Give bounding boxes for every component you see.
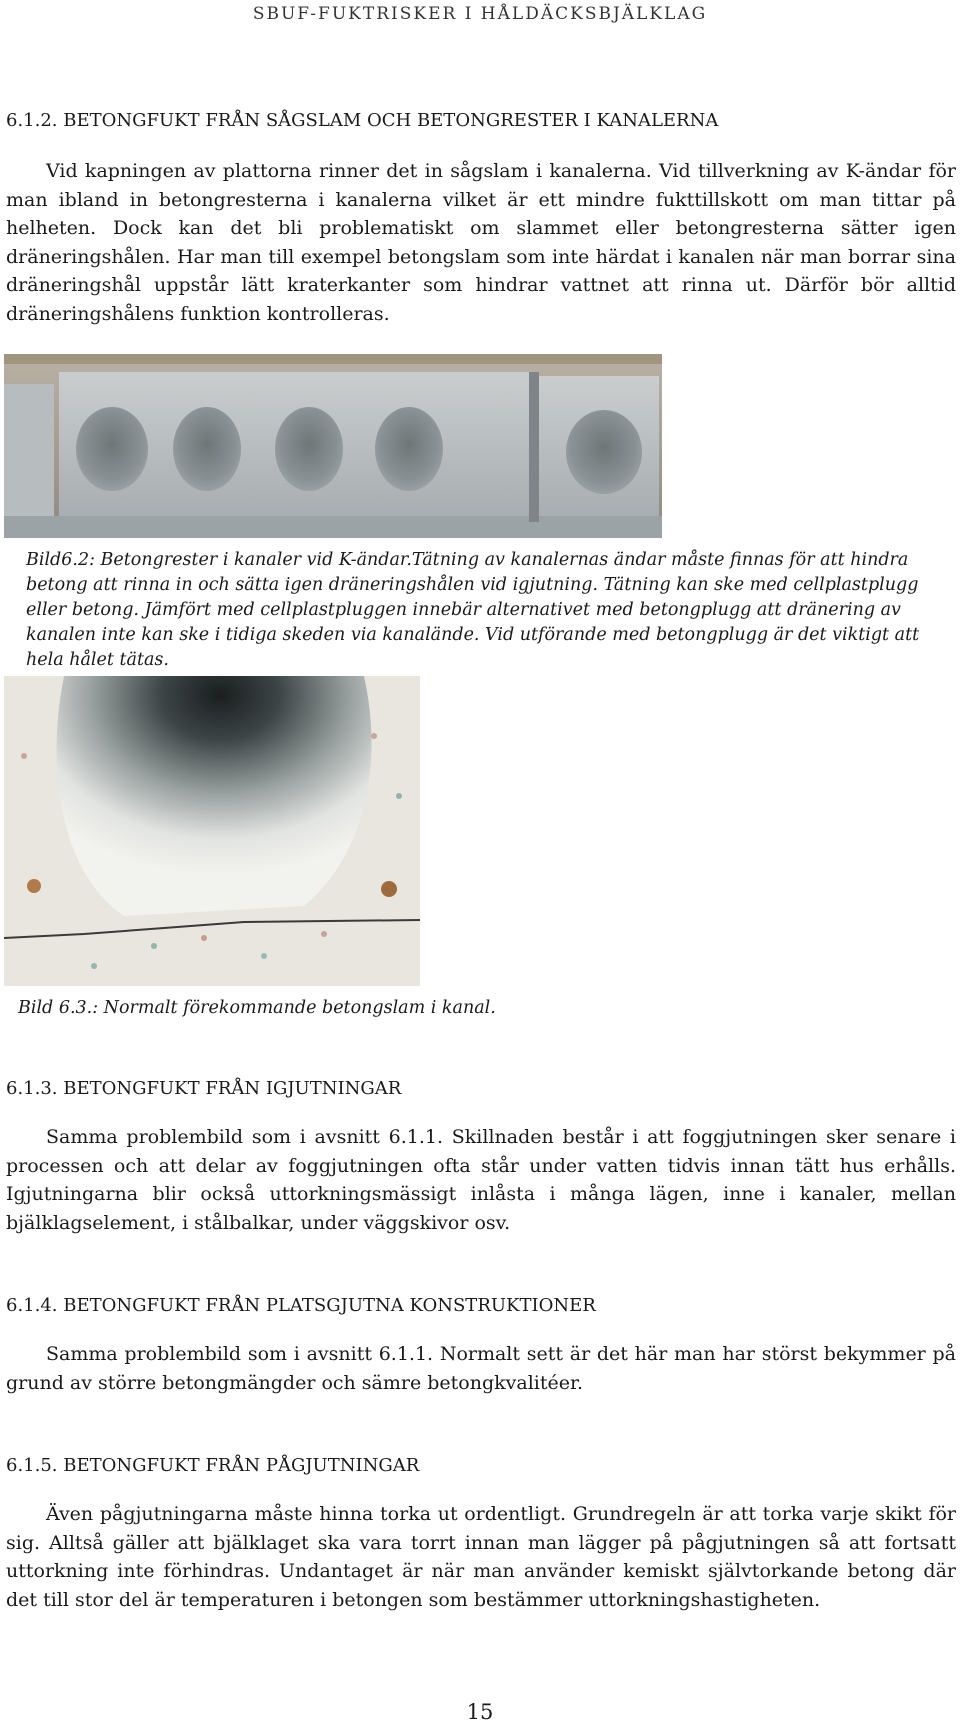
paragraph-text: Samma problembild som i avsnitt 6.1.1. Skillnaden består i att foggjutningen sker senare i processen och att delar av foggjutningen ofta står under vatten tidvis innan tätt hus erhålls. Igjutningarna blir också uttorkningsmässigt inlåsta i många lägen, inne i kanaler, mellan bjälklagselement, i stålbalkar, under väggskivor osv. bbox=[6, 1126, 956, 1234]
figure-caption-6-2: Bild6.2: Betongrester i kanaler vid K-ändar.Tätning av kanalernas ändar måste finnas för att hindra betong att rinna in och sätta igen dräneringshålen vid igjutning. Tätning kan ske med cellplastplugg eller betong. Jämfört med cellplastpluggen innebär alternativet med betongplugg att dränering av kanalen inte kan ske i tidiga skeden via kanalände. Vid utförande med betongplugg är det viktigt att hela hålet tätas. bbox=[26, 550, 920, 670]
paragraph-text: Även pågjutningarna måste hinna torka ut ordentligt. Grundregeln är att torka varje skikt för sig. Alltså gäller att bjälklaget ska vara torrt innan man lägger på pågjutningen så att fortsatt uttorkning inte förhindras. Undantaget är när man använder kemiskt självtorkande betong där det till stor del är temperaturen i betongen som bestämmer uttorkningshastigheten. bbox=[6, 1503, 956, 1611]
figure-channel-slurry-photo bbox=[4, 676, 420, 986]
section-paragraph-6-1-4 bbox=[6, 1340, 956, 1397]
section-paragraph-6-1-2 bbox=[6, 157, 956, 328]
figure-hollow-core-slab-photo bbox=[4, 354, 662, 538]
section-paragraph-6-1-5 bbox=[6, 1500, 956, 1614]
paragraph-text: Vid kapningen av plattorna rinner det in sågslam i kanalerna. Vid tillverkning av K-ändar för man ibland in betongresterna i kanalerna vilket är ett mindre fukttillskott om man tittar på helheten. Dock kan det bli problematiskt om slammet eller betongresterna sätter igen dräneringshålen. Har man till exempel betongslam som inte härdat i kanalen när man borrar sina dräneringshål uppstår lätt kraterkanter som hindrar vattnet att rinna ut. Därför bör alltid dräneringshålens funktion kontrolleras. bbox=[6, 160, 956, 325]
section-heading-6-1-2: 6.1.2. BETONGFUKT FRÅN SÅGSLAM OCH BETONGRESTER I KANALERNA bbox=[6, 110, 719, 131]
paragraph-text: Samma problembild som i avsnitt 6.1.1. Normalt sett är det här man har störst bekymmer på grund av större betongmängder och sämre betongkvalitéer. bbox=[6, 1343, 956, 1394]
running-header: SBUF-FUKTRISKER I HÅLDÄCKSBJÄLKLAG bbox=[252, 4, 708, 24]
page-number: 15 bbox=[466, 1700, 494, 1724]
figure-caption-6-3: Bild 6.3.: Normalt förekommande betongslam i kanal. bbox=[18, 998, 496, 1018]
section-heading-6-1-4: 6.1.4. BETONGFUKT FRÅN PLATSGJUTNA KONSTRUKTIONER bbox=[6, 1295, 596, 1316]
section-paragraph-6-1-3 bbox=[6, 1123, 956, 1237]
section-heading-6-1-5: 6.1.5. BETONGFUKT FRÅN PÅGJUTNINGAR bbox=[6, 1455, 420, 1476]
section-heading-6-1-3: 6.1.3. BETONGFUKT FRÅN IGJUTNINGAR bbox=[6, 1078, 402, 1099]
